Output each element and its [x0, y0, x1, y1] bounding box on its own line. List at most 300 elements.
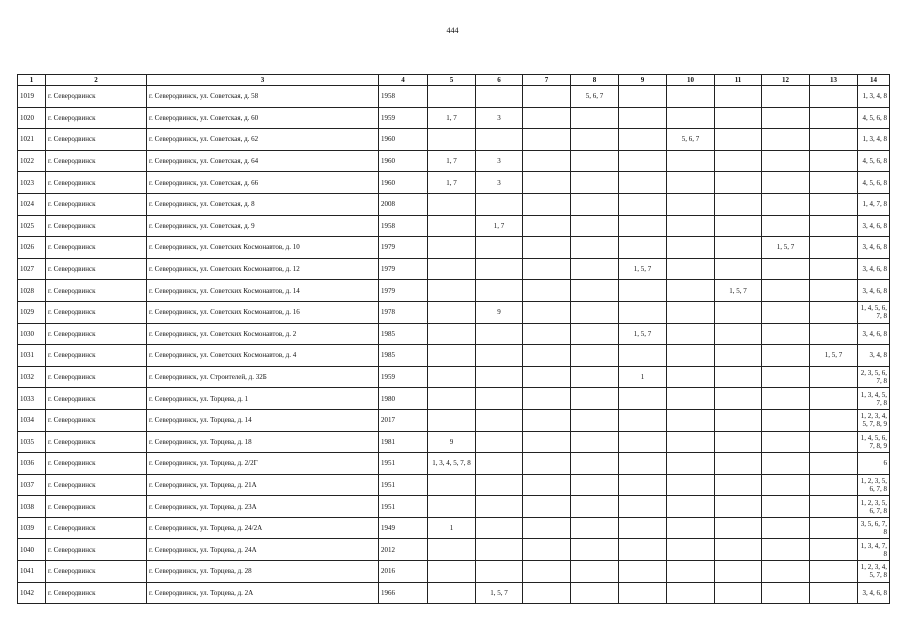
- address-cell: г. Северодвинск, ул. Торцева, д. 18: [147, 431, 379, 453]
- address-cell: г. Северодвинск, ул. Советская, д. 9: [147, 215, 379, 237]
- column-header-7: 7: [523, 75, 571, 86]
- column-6-cell: [476, 129, 523, 151]
- column-6-cell: 1, 7: [476, 215, 523, 237]
- column-9-cell: [619, 561, 667, 583]
- column-10-cell: [667, 86, 715, 108]
- table-row: [18, 366, 890, 388]
- column-9-cell: 1, 5, 7: [619, 323, 667, 345]
- city-cell: г. Северодвинск: [46, 301, 147, 323]
- column-7-cell: [523, 496, 571, 518]
- column-12-cell: [762, 345, 810, 367]
- column-6-cell: [476, 86, 523, 108]
- column-11-cell: [715, 150, 762, 172]
- column-12-cell: [762, 561, 810, 583]
- column-6-cell: [476, 474, 523, 496]
- column-10-cell: [667, 409, 715, 431]
- column-11-cell: [715, 215, 762, 237]
- city-cell: г. Северодвинск: [46, 150, 147, 172]
- column-11-cell: [715, 431, 762, 453]
- column-5-cell: [428, 539, 476, 561]
- column-12-cell: [762, 86, 810, 108]
- column-6-cell: [476, 323, 523, 345]
- city-cell: г. Северодвинск: [46, 86, 147, 108]
- column-12-cell: [762, 431, 810, 453]
- column-12-cell: [762, 453, 810, 475]
- column-7-cell: [523, 345, 571, 367]
- column-7-cell: [523, 237, 571, 259]
- column-13-cell: [810, 323, 858, 345]
- address-cell: г. Северодвинск, ул. Советская, д. 58: [147, 86, 379, 108]
- column-7-cell: [523, 539, 571, 561]
- column-9-cell: [619, 453, 667, 475]
- address-cell: г. Северодвинск, ул. Торцева, д. 21А: [147, 474, 379, 496]
- column-14-cell: 3, 4, 6, 8: [858, 280, 890, 302]
- column-9-cell: [619, 215, 667, 237]
- year-cell: 1985: [379, 323, 428, 345]
- column-6-cell: [476, 388, 523, 410]
- column-12-cell: [762, 280, 810, 302]
- column-7-cell: [523, 474, 571, 496]
- column-8-cell: [571, 280, 619, 302]
- city-cell: г. Северодвинск: [46, 172, 147, 194]
- column-6-cell: 9: [476, 301, 523, 323]
- column-7-cell: [523, 301, 571, 323]
- column-10-cell: [667, 582, 715, 604]
- column-5-cell: [428, 301, 476, 323]
- table-row: [18, 409, 890, 431]
- column-12-cell: [762, 409, 810, 431]
- column-10-cell: [667, 496, 715, 518]
- year-cell: 1979: [379, 258, 428, 280]
- row-number-cell: 1030: [18, 323, 46, 345]
- column-header-13: 13: [810, 75, 858, 86]
- year-cell: 2016: [379, 561, 428, 583]
- column-8-cell: [571, 215, 619, 237]
- column-7-cell: [523, 193, 571, 215]
- column-14-cell: 3, 4, 6, 8: [858, 582, 890, 604]
- column-12-cell: [762, 172, 810, 194]
- column-12-cell: [762, 539, 810, 561]
- column-14-cell: 1, 2, 3, 5, 6, 7, 8: [858, 474, 890, 496]
- row-number-cell: 1035: [18, 431, 46, 453]
- column-7-cell: [523, 172, 571, 194]
- city-cell: г. Северодвинск: [46, 345, 147, 367]
- address-cell: г. Северодвинск, ул. Торцева, д. 14: [147, 409, 379, 431]
- column-14-cell: 3, 4, 6, 8: [858, 215, 890, 237]
- column-9-cell: [619, 517, 667, 539]
- column-9-cell: [619, 474, 667, 496]
- column-6-cell: [476, 345, 523, 367]
- year-cell: 1958: [379, 215, 428, 237]
- column-10-cell: [667, 193, 715, 215]
- address-cell: г. Северодвинск, ул. Советских Космонавтов, д. 14: [147, 280, 379, 302]
- column-8-cell: [571, 582, 619, 604]
- row-number-cell: 1020: [18, 107, 46, 129]
- city-cell: г. Северодвинск: [46, 107, 147, 129]
- row-number-cell: 1022: [18, 150, 46, 172]
- year-cell: 1981: [379, 431, 428, 453]
- year-cell: 1960: [379, 172, 428, 194]
- table-row: [18, 301, 890, 323]
- column-header-12: 12: [762, 75, 810, 86]
- column-header-14: 14: [858, 75, 890, 86]
- column-7-cell: [523, 258, 571, 280]
- column-9-cell: [619, 301, 667, 323]
- column-12-cell: [762, 129, 810, 151]
- column-11-cell: [715, 582, 762, 604]
- column-6-cell: [476, 453, 523, 475]
- column-14-cell: 4, 5, 6, 8: [858, 150, 890, 172]
- column-5-cell: 1, 3, 4, 5, 7, 8: [428, 453, 476, 475]
- column-14-cell: 1, 4, 7, 8: [858, 193, 890, 215]
- year-cell: 2012: [379, 539, 428, 561]
- year-cell: 1978: [379, 301, 428, 323]
- address-cell: г. Северодвинск, ул. Строителей, д. 32Б: [147, 366, 379, 388]
- row-number-cell: 1024: [18, 193, 46, 215]
- city-cell: г. Северодвинск: [46, 366, 147, 388]
- column-header-2: 2: [46, 75, 147, 86]
- column-13-cell: [810, 107, 858, 129]
- column-9-cell: [619, 345, 667, 367]
- column-11-cell: [715, 172, 762, 194]
- column-8-cell: [571, 496, 619, 518]
- column-header-5: 5: [428, 75, 476, 86]
- row-number-cell: 1019: [18, 86, 46, 108]
- column-10-cell: [667, 301, 715, 323]
- address-cell: г. Северодвинск, ул. Советская, д. 60: [147, 107, 379, 129]
- row-number-cell: 1023: [18, 172, 46, 194]
- row-number-cell: 1033: [18, 388, 46, 410]
- column-5-cell: [428, 388, 476, 410]
- column-13-cell: [810, 280, 858, 302]
- column-12-cell: [762, 150, 810, 172]
- column-11-cell: [715, 496, 762, 518]
- table-row: [18, 453, 890, 475]
- row-number-cell: 1041: [18, 561, 46, 583]
- city-cell: г. Северодвинск: [46, 431, 147, 453]
- column-6-cell: [476, 193, 523, 215]
- table-row: [18, 561, 890, 583]
- column-10-cell: [667, 517, 715, 539]
- address-cell: г. Северодвинск, ул. Советская, д. 62: [147, 129, 379, 151]
- column-11-cell: [715, 129, 762, 151]
- city-cell: г. Северодвинск: [46, 561, 147, 583]
- column-11-cell: [715, 193, 762, 215]
- column-11-cell: [715, 366, 762, 388]
- year-cell: 1951: [379, 496, 428, 518]
- year-cell: 1959: [379, 366, 428, 388]
- column-5-cell: [428, 258, 476, 280]
- city-cell: г. Северодвинск: [46, 129, 147, 151]
- column-13-cell: [810, 215, 858, 237]
- column-12-cell: [762, 582, 810, 604]
- column-12-cell: [762, 215, 810, 237]
- column-13-cell: 1, 5, 7: [810, 345, 858, 367]
- column-12-cell: [762, 323, 810, 345]
- column-8-cell: [571, 366, 619, 388]
- address-cell: г. Северодвинск, ул. Советских Космонавтов, д. 4: [147, 345, 379, 367]
- column-5-cell: [428, 345, 476, 367]
- column-5-cell: [428, 129, 476, 151]
- column-10-cell: [667, 345, 715, 367]
- table-row: [18, 86, 890, 108]
- column-13-cell: [810, 366, 858, 388]
- column-9-cell: [619, 86, 667, 108]
- column-11-cell: [715, 517, 762, 539]
- column-12-cell: [762, 193, 810, 215]
- table-row: [18, 193, 890, 215]
- year-cell: 1980: [379, 388, 428, 410]
- city-cell: г. Северодвинск: [46, 517, 147, 539]
- column-5-cell: 9: [428, 431, 476, 453]
- column-11-cell: [715, 258, 762, 280]
- column-5-cell: [428, 366, 476, 388]
- column-12-cell: 1, 5, 7: [762, 237, 810, 259]
- column-13-cell: [810, 258, 858, 280]
- row-number-cell: 1038: [18, 496, 46, 518]
- column-7-cell: [523, 366, 571, 388]
- column-12-cell: [762, 517, 810, 539]
- column-10-cell: [667, 323, 715, 345]
- column-13-cell: [810, 237, 858, 259]
- column-14-cell: 1, 2, 3, 4, 5, 7, 8, 9: [858, 409, 890, 431]
- column-header-9: 9: [619, 75, 667, 86]
- column-header-3: 3: [147, 75, 379, 86]
- column-9-cell: [619, 129, 667, 151]
- column-9-cell: [619, 172, 667, 194]
- column-9-cell: [619, 237, 667, 259]
- column-8-cell: [571, 539, 619, 561]
- column-10-cell: [667, 258, 715, 280]
- column-11-cell: [715, 345, 762, 367]
- column-8-cell: [571, 107, 619, 129]
- table-body: [18, 86, 890, 604]
- column-5-cell: [428, 496, 476, 518]
- column-12-cell: [762, 366, 810, 388]
- column-13-cell: [810, 517, 858, 539]
- column-6-cell: 3: [476, 107, 523, 129]
- column-8-cell: [571, 474, 619, 496]
- column-7-cell: [523, 215, 571, 237]
- column-10-cell: [667, 561, 715, 583]
- year-cell: 1979: [379, 280, 428, 302]
- year-cell: 1949: [379, 517, 428, 539]
- address-cell: г. Северодвинск, ул. Советская, д. 8: [147, 193, 379, 215]
- page-number: 444: [446, 26, 459, 35]
- table-row: [18, 539, 890, 561]
- column-10-cell: [667, 431, 715, 453]
- column-8-cell: [571, 129, 619, 151]
- column-6-cell: [476, 366, 523, 388]
- column-14-cell: 1, 4, 5, 6, 7, 8, 9: [858, 431, 890, 453]
- column-11-cell: [715, 107, 762, 129]
- address-cell: г. Северодвинск, ул. Торцева, д. 1: [147, 388, 379, 410]
- column-7-cell: [523, 323, 571, 345]
- column-header-4: 4: [379, 75, 428, 86]
- table-row: [18, 172, 890, 194]
- city-cell: г. Северодвинск: [46, 237, 147, 259]
- column-8-cell: [571, 345, 619, 367]
- row-number-cell: 1021: [18, 129, 46, 151]
- table-row: [18, 280, 890, 302]
- column-13-cell: [810, 388, 858, 410]
- column-5-cell: [428, 215, 476, 237]
- column-5-cell: [428, 561, 476, 583]
- address-cell: г. Северодвинск, ул. Торцева, д. 24А: [147, 539, 379, 561]
- column-7-cell: [523, 107, 571, 129]
- column-14-cell: 2, 3, 5, 6, 7, 8: [858, 366, 890, 388]
- column-10-cell: [667, 453, 715, 475]
- table-row: [18, 150, 890, 172]
- table-row: [18, 129, 890, 151]
- column-5-cell: [428, 237, 476, 259]
- city-cell: г. Северодвинск: [46, 323, 147, 345]
- row-number-cell: 1031: [18, 345, 46, 367]
- city-cell: г. Северодвинск: [46, 215, 147, 237]
- column-header-11: 11: [715, 75, 762, 86]
- column-14-cell: 4, 5, 6, 8: [858, 172, 890, 194]
- header-row: [18, 75, 890, 86]
- row-number-cell: 1032: [18, 366, 46, 388]
- row-number-cell: 1029: [18, 301, 46, 323]
- column-9-cell: [619, 496, 667, 518]
- city-cell: г. Северодвинск: [46, 388, 147, 410]
- column-5-cell: [428, 409, 476, 431]
- column-5-cell: [428, 193, 476, 215]
- column-14-cell: 1, 2, 3, 5, 6, 7, 8: [858, 496, 890, 518]
- column-10-cell: [667, 215, 715, 237]
- year-cell: 2017: [379, 409, 428, 431]
- year-cell: 1958: [379, 86, 428, 108]
- column-13-cell: [810, 561, 858, 583]
- column-13-cell: [810, 431, 858, 453]
- column-9-cell: [619, 107, 667, 129]
- column-8-cell: [571, 301, 619, 323]
- column-13-cell: [810, 453, 858, 475]
- column-11-cell: [715, 561, 762, 583]
- address-cell: г. Северодвинск, ул. Советская, д. 66: [147, 172, 379, 194]
- row-number-cell: 1025: [18, 215, 46, 237]
- column-header-10: 10: [667, 75, 715, 86]
- column-5-cell: 1, 7: [428, 172, 476, 194]
- year-cell: 2008: [379, 193, 428, 215]
- column-9-cell: [619, 388, 667, 410]
- column-14-cell: 1, 3, 4, 7, 8: [858, 539, 890, 561]
- column-14-cell: 1, 3, 4, 8: [858, 86, 890, 108]
- column-13-cell: [810, 301, 858, 323]
- table-row: [18, 496, 890, 518]
- column-8-cell: [571, 150, 619, 172]
- column-6-cell: [476, 280, 523, 302]
- column-14-cell: 3, 4, 6, 8: [858, 237, 890, 259]
- column-6-cell: [476, 496, 523, 518]
- year-cell: 1979: [379, 237, 428, 259]
- column-8-cell: [571, 409, 619, 431]
- table-row: [18, 258, 890, 280]
- column-11-cell: 1, 5, 7: [715, 280, 762, 302]
- table-row: [18, 215, 890, 237]
- row-number-cell: 1036: [18, 453, 46, 475]
- column-10-cell: [667, 388, 715, 410]
- column-6-cell: 3: [476, 150, 523, 172]
- column-11-cell: [715, 237, 762, 259]
- column-6-cell: [476, 561, 523, 583]
- city-cell: г. Северодвинск: [46, 258, 147, 280]
- column-9-cell: [619, 431, 667, 453]
- column-13-cell: [810, 172, 858, 194]
- column-8-cell: 5, 6, 7: [571, 86, 619, 108]
- column-10-cell: [667, 237, 715, 259]
- year-cell: 1959: [379, 107, 428, 129]
- year-cell: 1951: [379, 453, 428, 475]
- address-cell: г. Северодвинск, ул. Торцева, д. 23А: [147, 496, 379, 518]
- column-7-cell: [523, 388, 571, 410]
- column-14-cell: 1, 3, 4, 5, 7, 8: [858, 388, 890, 410]
- address-cell: г. Северодвинск, ул. Торцева, д. 28: [147, 561, 379, 583]
- column-11-cell: [715, 409, 762, 431]
- column-7-cell: [523, 86, 571, 108]
- column-5-cell: [428, 86, 476, 108]
- table-row: [18, 474, 890, 496]
- column-11-cell: [715, 539, 762, 561]
- column-9-cell: [619, 280, 667, 302]
- column-14-cell: 1, 3, 4, 8: [858, 129, 890, 151]
- column-header-1: 1: [18, 75, 46, 86]
- column-14-cell: 1, 4, 5, 6, 7, 8: [858, 301, 890, 323]
- column-6-cell: [476, 237, 523, 259]
- column-5-cell: 1, 7: [428, 107, 476, 129]
- column-8-cell: [571, 431, 619, 453]
- column-5-cell: [428, 280, 476, 302]
- column-header-6: 6: [476, 75, 523, 86]
- column-14-cell: 3, 4, 6, 8: [858, 258, 890, 280]
- column-6-cell: [476, 258, 523, 280]
- column-8-cell: [571, 258, 619, 280]
- column-6-cell: [476, 409, 523, 431]
- address-cell: г. Северодвинск, ул. Советских Космонавтов, д. 16: [147, 301, 379, 323]
- column-8-cell: [571, 323, 619, 345]
- column-9-cell: 1, 5, 7: [619, 258, 667, 280]
- table-row: [18, 107, 890, 129]
- column-11-cell: [715, 86, 762, 108]
- column-6-cell: 3: [476, 172, 523, 194]
- column-11-cell: [715, 453, 762, 475]
- column-11-cell: [715, 301, 762, 323]
- column-5-cell: [428, 582, 476, 604]
- city-cell: г. Северодвинск: [46, 193, 147, 215]
- column-12-cell: [762, 388, 810, 410]
- column-8-cell: [571, 517, 619, 539]
- column-13-cell: [810, 129, 858, 151]
- city-cell: г. Северодвинск: [46, 582, 147, 604]
- column-10-cell: [667, 539, 715, 561]
- column-7-cell: [523, 453, 571, 475]
- column-7-cell: [523, 517, 571, 539]
- housing-registry-table: [17, 74, 890, 604]
- column-8-cell: [571, 453, 619, 475]
- city-cell: г. Северодвинск: [46, 496, 147, 518]
- column-12-cell: [762, 474, 810, 496]
- column-10-cell: [667, 150, 715, 172]
- column-6-cell: [476, 539, 523, 561]
- address-cell: г. Северодвинск, ул. Торцева, д. 2/2Г: [147, 453, 379, 475]
- column-13-cell: [810, 539, 858, 561]
- column-5-cell: 1, 7: [428, 150, 476, 172]
- table-row: [18, 582, 890, 604]
- table-row: [18, 388, 890, 410]
- column-9-cell: [619, 539, 667, 561]
- column-13-cell: [810, 496, 858, 518]
